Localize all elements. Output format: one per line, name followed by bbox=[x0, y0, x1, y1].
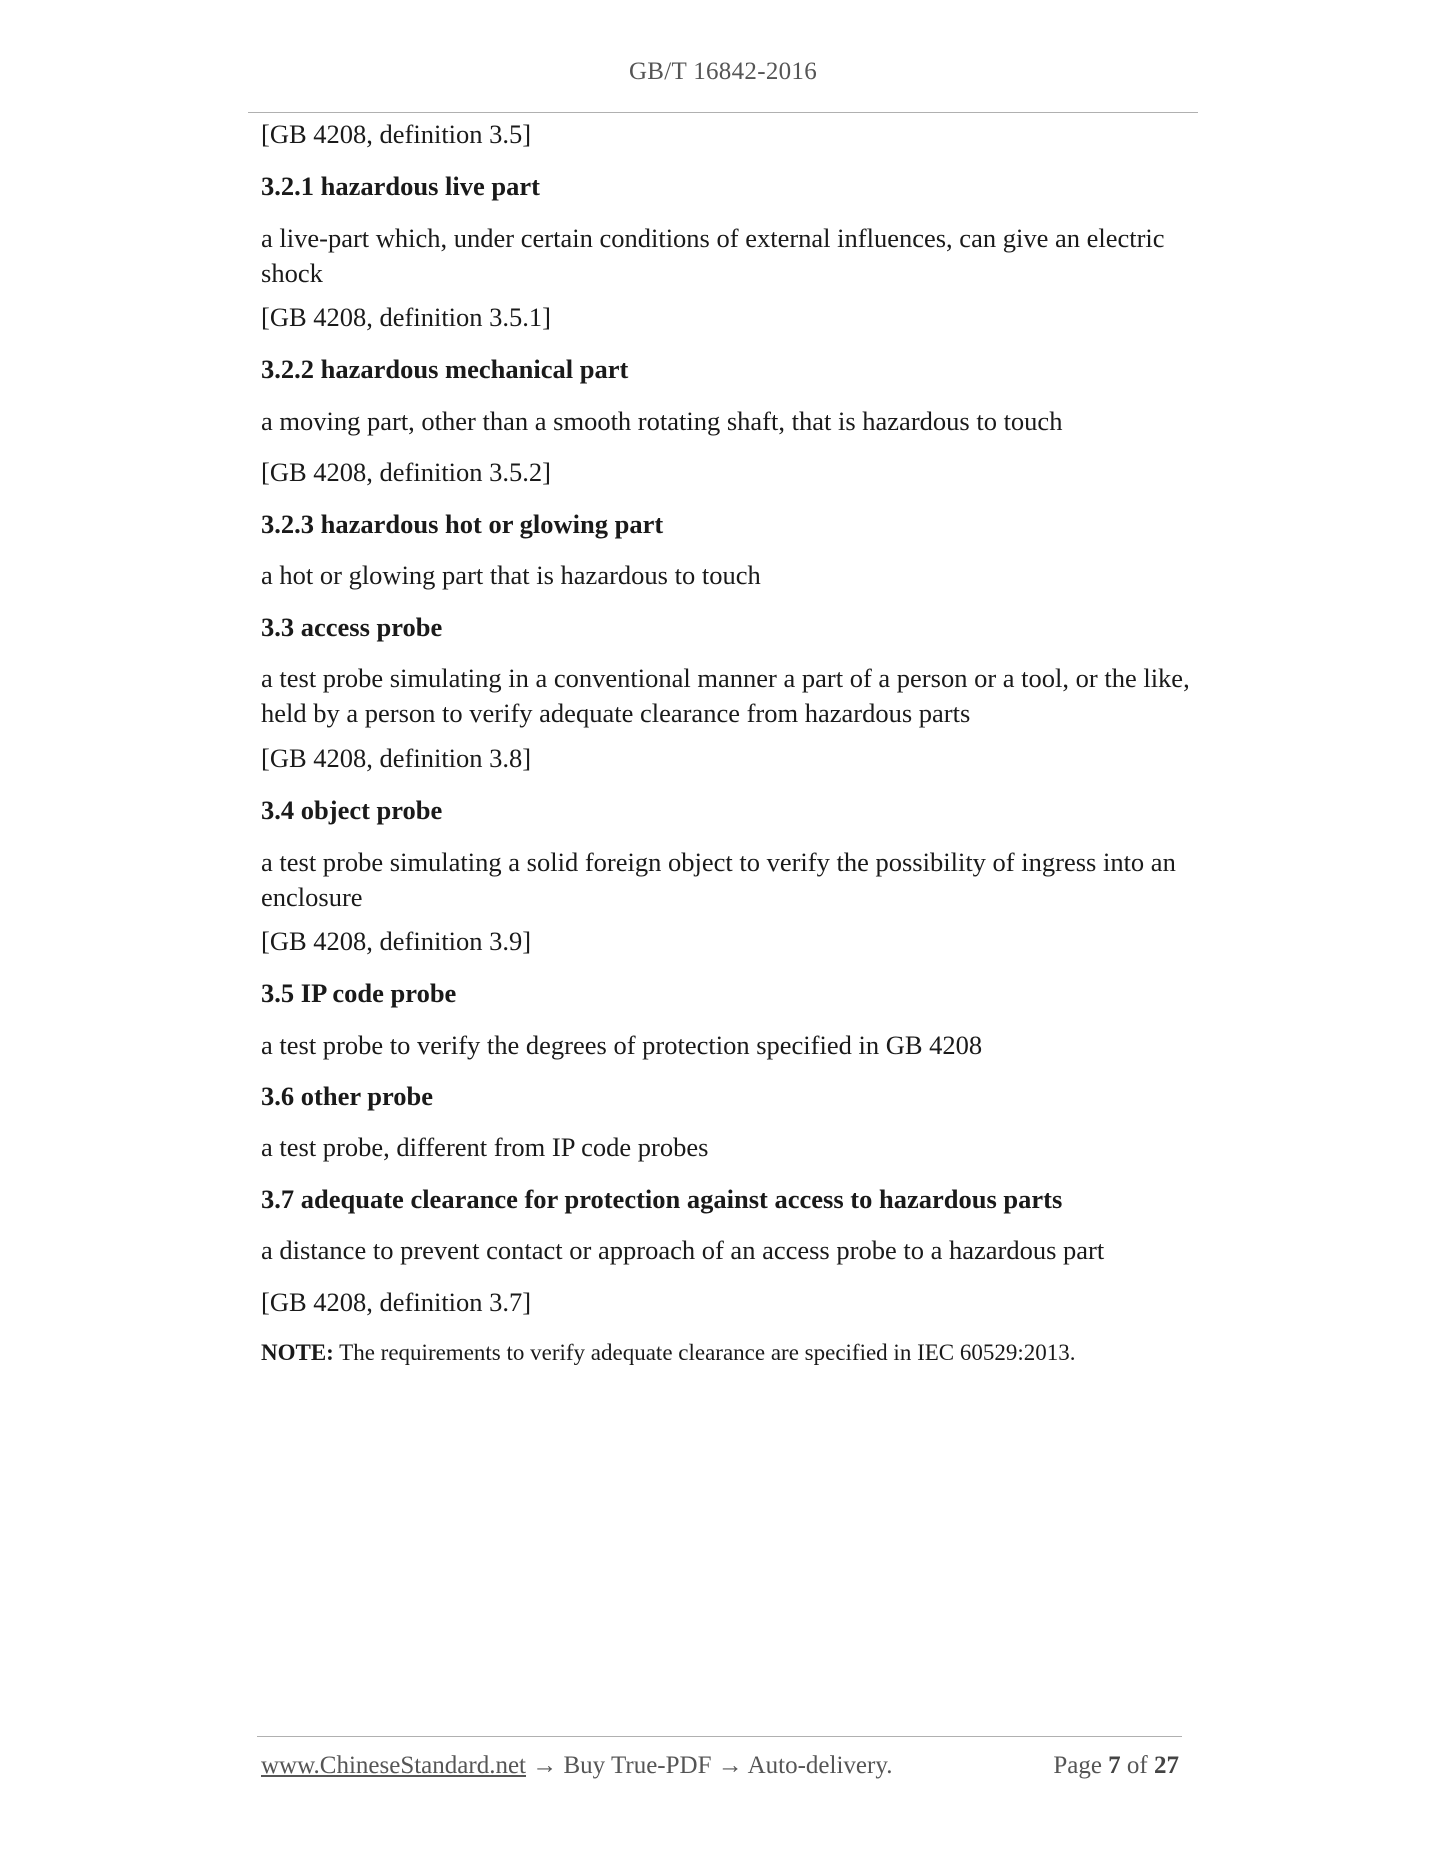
note-label: NOTE: bbox=[261, 1340, 334, 1365]
reference-3-7: [GB 4208, definition 3.7] bbox=[261, 1287, 532, 1317]
page-indicator bbox=[1053, 1752, 1179, 1780]
note-paragraph bbox=[261, 1338, 1191, 1368]
document-header-id: GB/T 16842-2016 bbox=[628, 58, 818, 85]
reference-3-9: [GB 4208, definition 3.9] bbox=[261, 926, 532, 956]
footer-promo bbox=[261, 1752, 892, 1780]
site-link[interactable]: www.ChineseStandard.net bbox=[261, 1752, 526, 1779]
definition-3-2-1: a live-part which, under certain conditions of external influences, can give an electric shock bbox=[261, 223, 1165, 288]
heading-3-3: 3.3 access probe bbox=[261, 612, 443, 642]
definition-3-4: a test probe simulating a solid foreign object to verify the possibility of ingress into an enclosure bbox=[261, 847, 1176, 912]
note-text: The requirements to verify adequate clearance are specified in IEC 60529:2013. bbox=[333, 1340, 1076, 1365]
header-divider bbox=[248, 112, 1198, 113]
heading-3-7: 3.7 adequate clearance for protection against access to hazardous parts bbox=[261, 1184, 1063, 1214]
definition-3-3: a test probe simulating in a conventional manner a part of a person or a tool, or the like, held by a person to verify adequate clearance from hazardous parts bbox=[261, 663, 1190, 728]
heading-3-6: 3.6 other probe bbox=[261, 1081, 434, 1111]
heading-3-5: 3.5 IP code probe bbox=[261, 978, 457, 1008]
reference-3-5: [GB 4208, definition 3.5] bbox=[261, 119, 532, 149]
heading-3-2-2: 3.2.2 hazardous mechanical part bbox=[261, 354, 629, 384]
footer-divider bbox=[257, 1736, 1182, 1737]
definition-3-2-2: a moving part, other than a smooth rotating shaft, that is hazardous to touch bbox=[261, 406, 1063, 436]
definition-3-7: a distance to prevent contact or approach of an access probe to a hazardous part bbox=[261, 1235, 1105, 1265]
total-pages-number: 27 bbox=[1154, 1752, 1179, 1779]
current-page-number: 7 bbox=[1108, 1752, 1121, 1779]
reference-3-5-2: [GB 4208, definition 3.5.2] bbox=[261, 457, 551, 487]
page-of-label: of bbox=[1120, 1752, 1154, 1779]
page-label: Page bbox=[1053, 1752, 1109, 1779]
reference-3-5-1: [GB 4208, definition 3.5.1] bbox=[261, 302, 551, 332]
promo-text: → Buy True-PDF → Auto-delivery. bbox=[526, 1752, 893, 1779]
definition-3-2-3: a hot or glowing part that is hazardous to touch bbox=[261, 560, 761, 590]
definition-3-6: a test probe, different from IP code probes bbox=[261, 1132, 709, 1162]
heading-3-2-1: 3.2.1 hazardous live part bbox=[261, 171, 540, 201]
heading-3-4: 3.4 object probe bbox=[261, 795, 443, 825]
heading-3-2-3: 3.2.3 hazardous hot or glowing part bbox=[261, 509, 664, 539]
reference-3-8: [GB 4208, definition 3.8] bbox=[261, 743, 532, 773]
definition-3-5: a test probe to verify the degrees of protection specified in GB 4208 bbox=[261, 1030, 983, 1060]
